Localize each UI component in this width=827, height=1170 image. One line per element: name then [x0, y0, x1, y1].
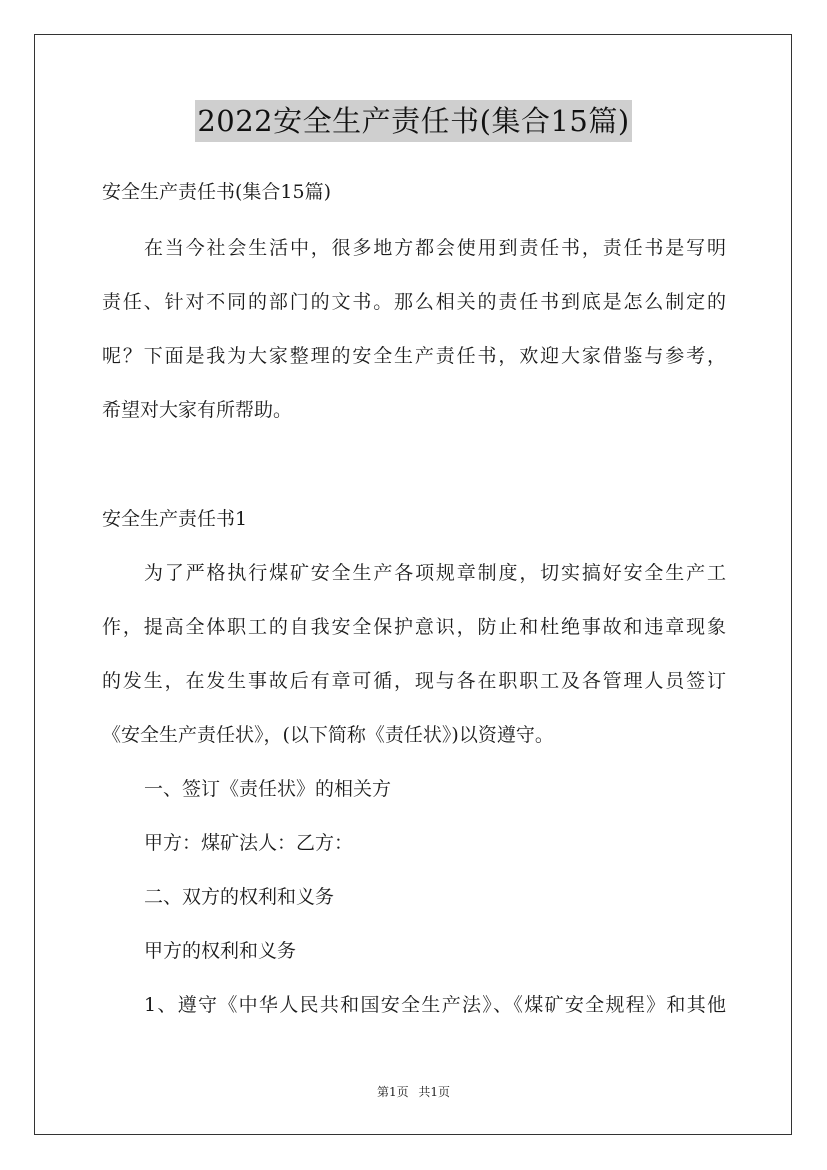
section-para-line-3: 的发生，在发生事故后有章可循，现与各在职职工及各管理人员签订 — [102, 670, 726, 692]
item-party-a-rights: 甲方的权利和义务 — [144, 940, 297, 962]
subtitle: 安全生产责任书(集合15篇) — [102, 181, 332, 203]
page-footer: 第1页 共1页 — [376, 1085, 451, 1099]
title-container — [0, 100, 827, 142]
intro-line-1: 在当今社会生活中，很多地方都会使用到责任书，责任书是写明 — [144, 237, 726, 259]
intro-line-4: 希望对大家有所帮助。 — [102, 399, 293, 421]
item-rights-heading: 二、双方的权利和义务 — [144, 886, 335, 908]
section-para-line-4: 《安全生产责任状》，(以下简称《责任状》)以资遵守。 — [102, 724, 554, 746]
section-para-line-2: 作，提高全体职工的自我安全保护意识，防止和杜绝事故和违章现象 — [102, 616, 726, 638]
document-title: 2022安全生产责任书(集合15篇) — [195, 100, 631, 142]
section-para-line-1: 为了严格执行煤矿安全生产各项规章制度，切实搞好安全生产工 — [144, 562, 726, 584]
intro-line-2: 责任、针对不同的部门的文书。那么相关的责任书到底是怎么制定的 — [102, 291, 726, 313]
item-party-a: 甲方：煤矿法人：乙方： — [144, 832, 354, 854]
section-heading: 安全生产责任书1 — [102, 508, 248, 530]
intro-line-3: 呢？下面是我为大家整理的安全生产责任书，欢迎大家借鉴与参考， — [102, 345, 726, 367]
item-signing-parties: 一、签订《责任状》的相关方 — [144, 778, 392, 800]
item-rule-1: 1、遵守《中华人民共和国安全生产法》、《煤矿安全规程》和其他 — [144, 994, 726, 1016]
